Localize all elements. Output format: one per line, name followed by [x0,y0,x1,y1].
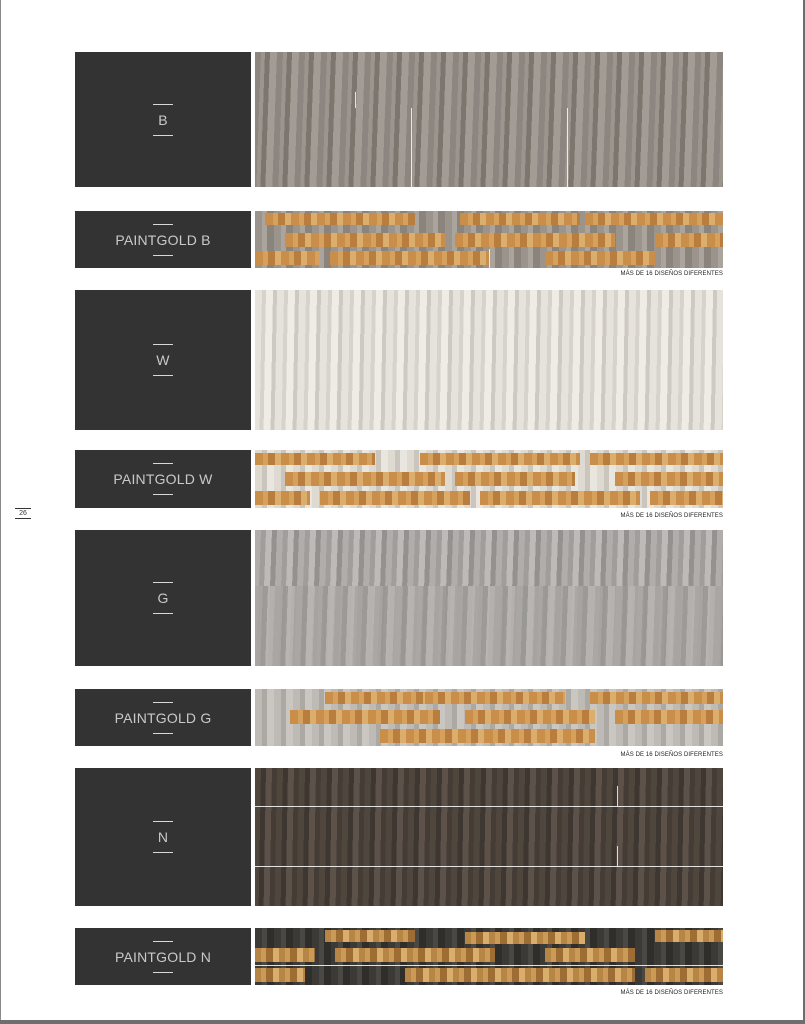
wood-swatch-n [255,768,723,906]
product-label: W [156,352,170,368]
designs-note: MÁS DE 16 DISEÑOS DIFERENTES [620,990,723,996]
product-label: PAINTGOLD B [115,231,211,248]
wood-swatch-w [255,290,723,430]
page-number: 26 [15,508,31,519]
product-label: PAINTGOLD N [114,948,212,965]
product-row-paintgold-n [75,928,723,996]
product-label: G [157,590,169,606]
product-row-paintgold-w [75,450,723,519]
product-label-box [75,928,251,985]
designs-note: MÁS DE 16 DISEÑOS DIFERENTES [620,271,723,277]
product-row-paintgold-b [75,211,723,277]
product-row-paintgold-g [75,689,723,758]
wood-swatch-b [255,52,723,187]
product-label-box [75,290,251,430]
page-border-left [0,0,1,1024]
product-label: B [158,111,168,128]
wood-swatch-paintgold-w [255,450,723,508]
page-border-bottom [0,1020,805,1024]
wood-swatch-paintgold-n [255,928,723,985]
product-label-box [75,52,251,187]
product-label: PAINTGOLD W [113,471,213,487]
wood-swatch-g [255,530,723,666]
product-label-box [75,768,251,906]
wood-swatch-paintgold-g [255,689,723,746]
product-label-box [75,450,251,508]
product-row-g [75,530,723,666]
product-row-b [75,52,723,187]
product-label: N [157,829,169,845]
product-row-w [75,290,723,430]
product-row-n [75,768,723,906]
product-label: PAINTGOLD G [114,709,212,726]
product-label-box [75,689,251,746]
product-label-box [75,211,251,268]
wood-swatch-paintgold-b [255,211,723,268]
designs-note: MÁS DE 16 DISEÑOS DIFERENTES [620,752,723,758]
product-label-box [75,530,251,666]
designs-note: MÁS DE 16 DISEÑOS DIFERENTES [620,513,723,519]
